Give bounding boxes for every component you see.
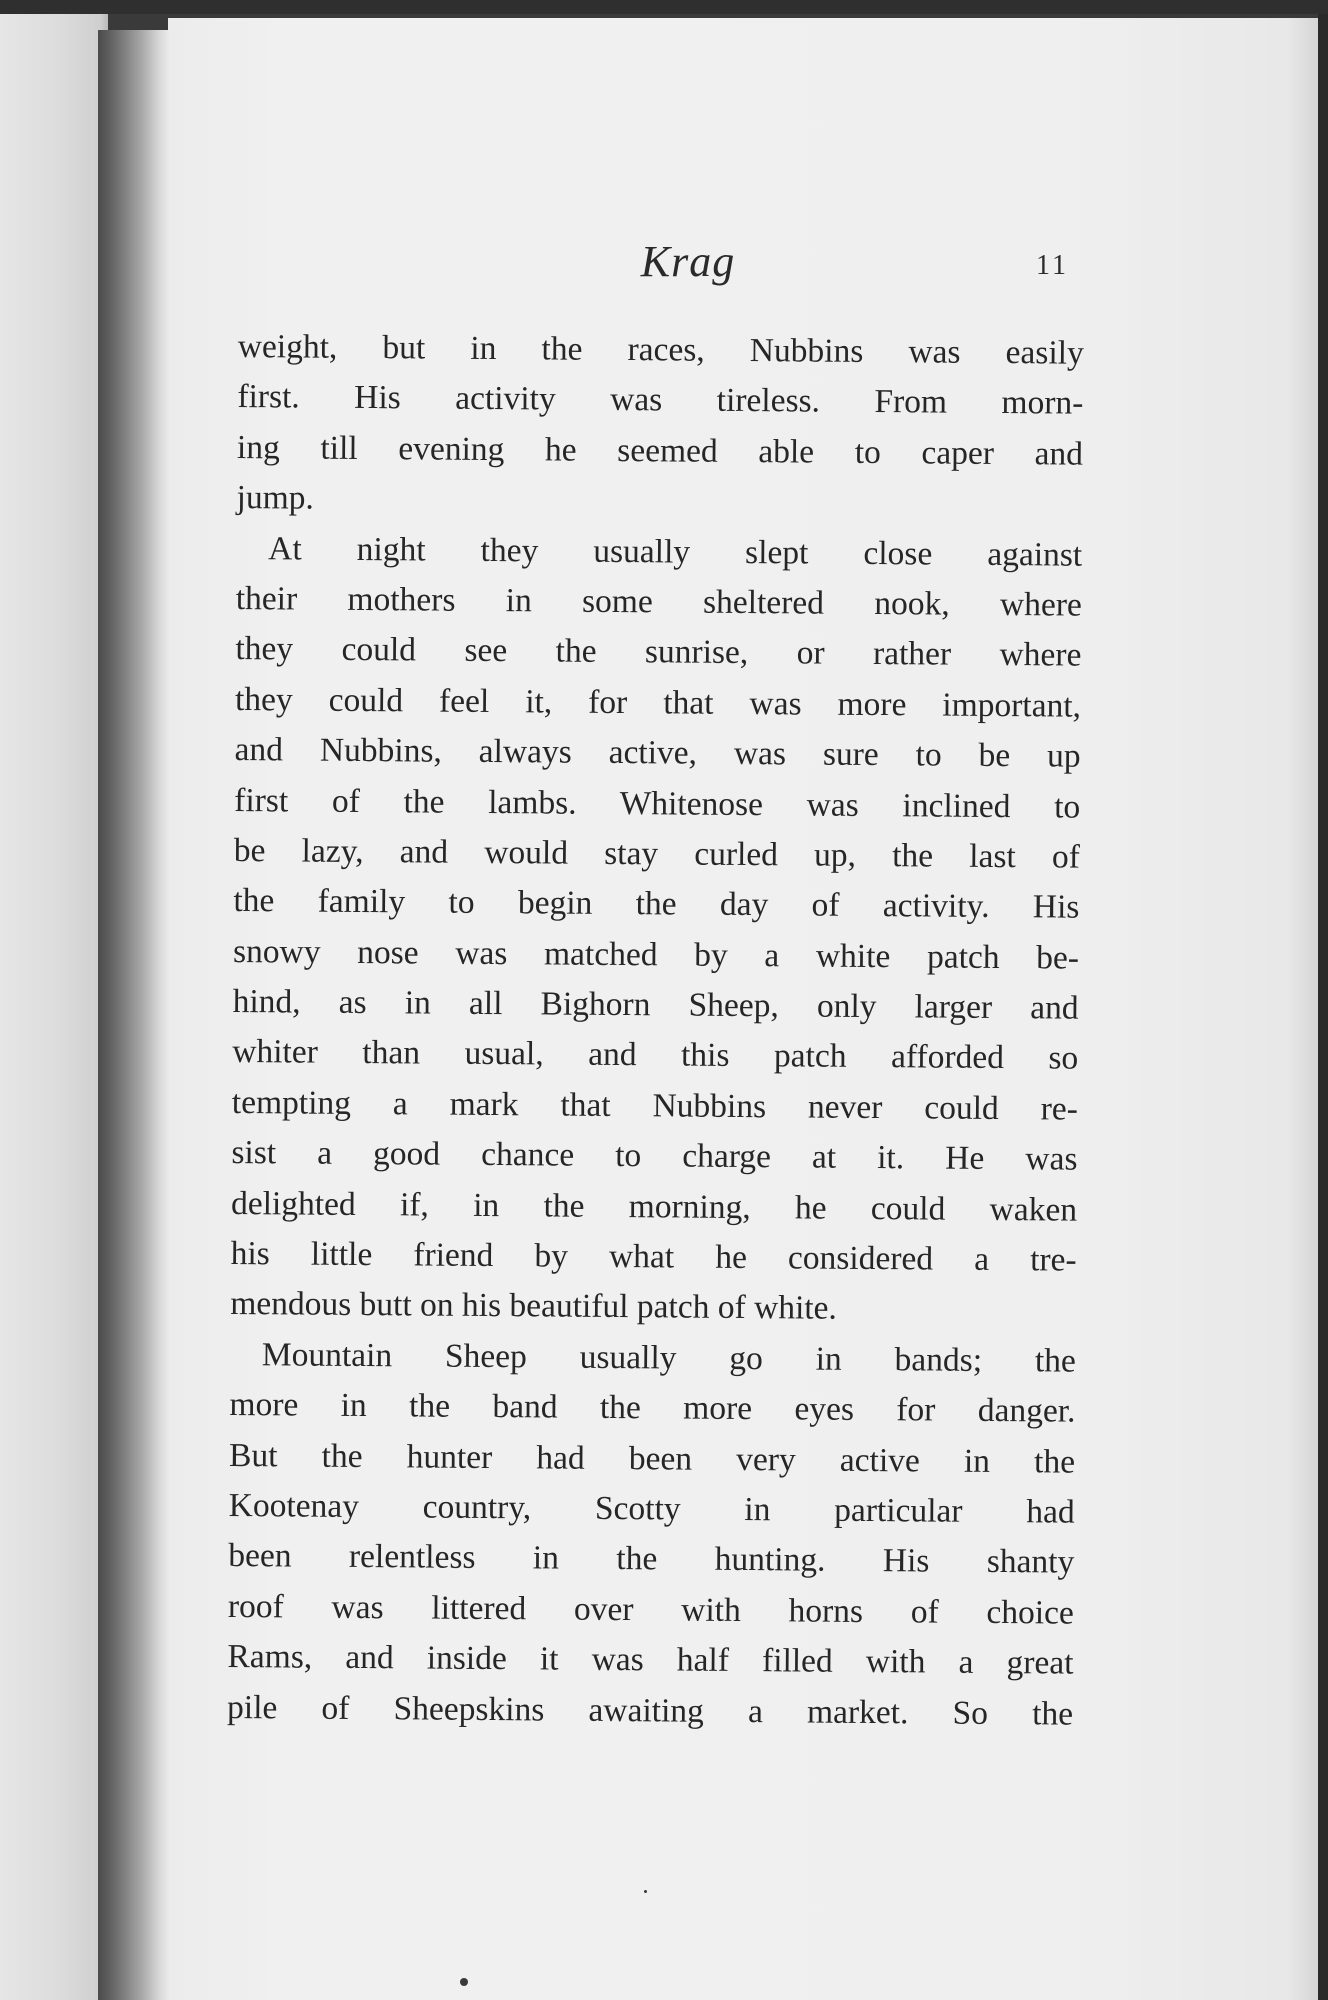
text-line: snowy nose was matched by a white patch be-: [232, 932, 1080, 977]
text-line: jump.: [236, 479, 315, 517]
text-line: mendous butt on his beautiful patch of white.: [230, 1285, 838, 1328]
text-line: first of the lambs. Whitenose was inclined to: [234, 781, 1081, 826]
running-head: [168, 236, 1328, 296]
gutter-shadow: [98, 30, 170, 2000]
text-line: Mountain Sheep usually go in bands; the: [261, 1336, 1077, 1380]
text-line: his little friend by what he considered a tre-: [230, 1235, 1077, 1279]
text-line: more in the band the more eyes for danger.: [229, 1386, 1076, 1430]
left-page-edge: [0, 14, 108, 2000]
text-line: pile of Sheepskins awaiting a market. So the: [226, 1688, 1074, 1733]
text-line: But the hunter had been very active in the: [228, 1436, 1076, 1481]
text-line: tempting a mark that Nubbins never could re-: [231, 1083, 1078, 1128]
paper-speck: [644, 1890, 647, 1893]
text-line: Rams, and inside it was half filled with a great: [227, 1638, 1074, 1682]
text-line: they could feel it, for that was more important,: [234, 680, 1082, 725]
text-line: hind, as in all Bighorn Sheep, only larger and: [232, 983, 1079, 1027]
book-page: [168, 18, 1328, 2000]
scan-right-border: [1318, 14, 1328, 2000]
page-number: 11: [1036, 250, 1069, 281]
text-line: the family to begin the day of activity. His: [233, 882, 1080, 926]
text-line: first. His activity was tireless. From morn-: [237, 378, 1084, 423]
text-line: ing till evening he seemed able to caper and: [236, 428, 1084, 473]
running-title: Krag: [640, 237, 736, 286]
text-line: be lazy, and would stay curled up, the last of: [233, 831, 1080, 876]
text-line: been relentless in the hunting. His shanty: [228, 1537, 1075, 1581]
text-line: delighted if, in the morning, he could waken: [230, 1184, 1078, 1229]
text-line: Kootenay country, Scotty in particular had: [228, 1486, 1075, 1531]
text-line: they could see the sunrise, or rather where: [235, 630, 1082, 674]
body-text: [227, 322, 1084, 1740]
text-line: weight, but in the races, Nubbins was easily: [237, 327, 1084, 372]
text-line: whiter than usual, and this patch afforded so: [232, 1033, 1079, 1078]
paper-speck: [460, 1978, 468, 1986]
text-line: and Nubbins, always active, was sure to be up: [234, 731, 1081, 775]
scan-top-border: [0, 0, 1328, 14]
text-line: their mothers in some sheltered nook, where: [235, 579, 1082, 624]
text-line: At night they usually slept close against: [268, 529, 1083, 574]
text-line: roof was littered over with horns of choice: [227, 1587, 1075, 1632]
text-line: sist a good chance to charge at it. He was: [231, 1134, 1078, 1178]
